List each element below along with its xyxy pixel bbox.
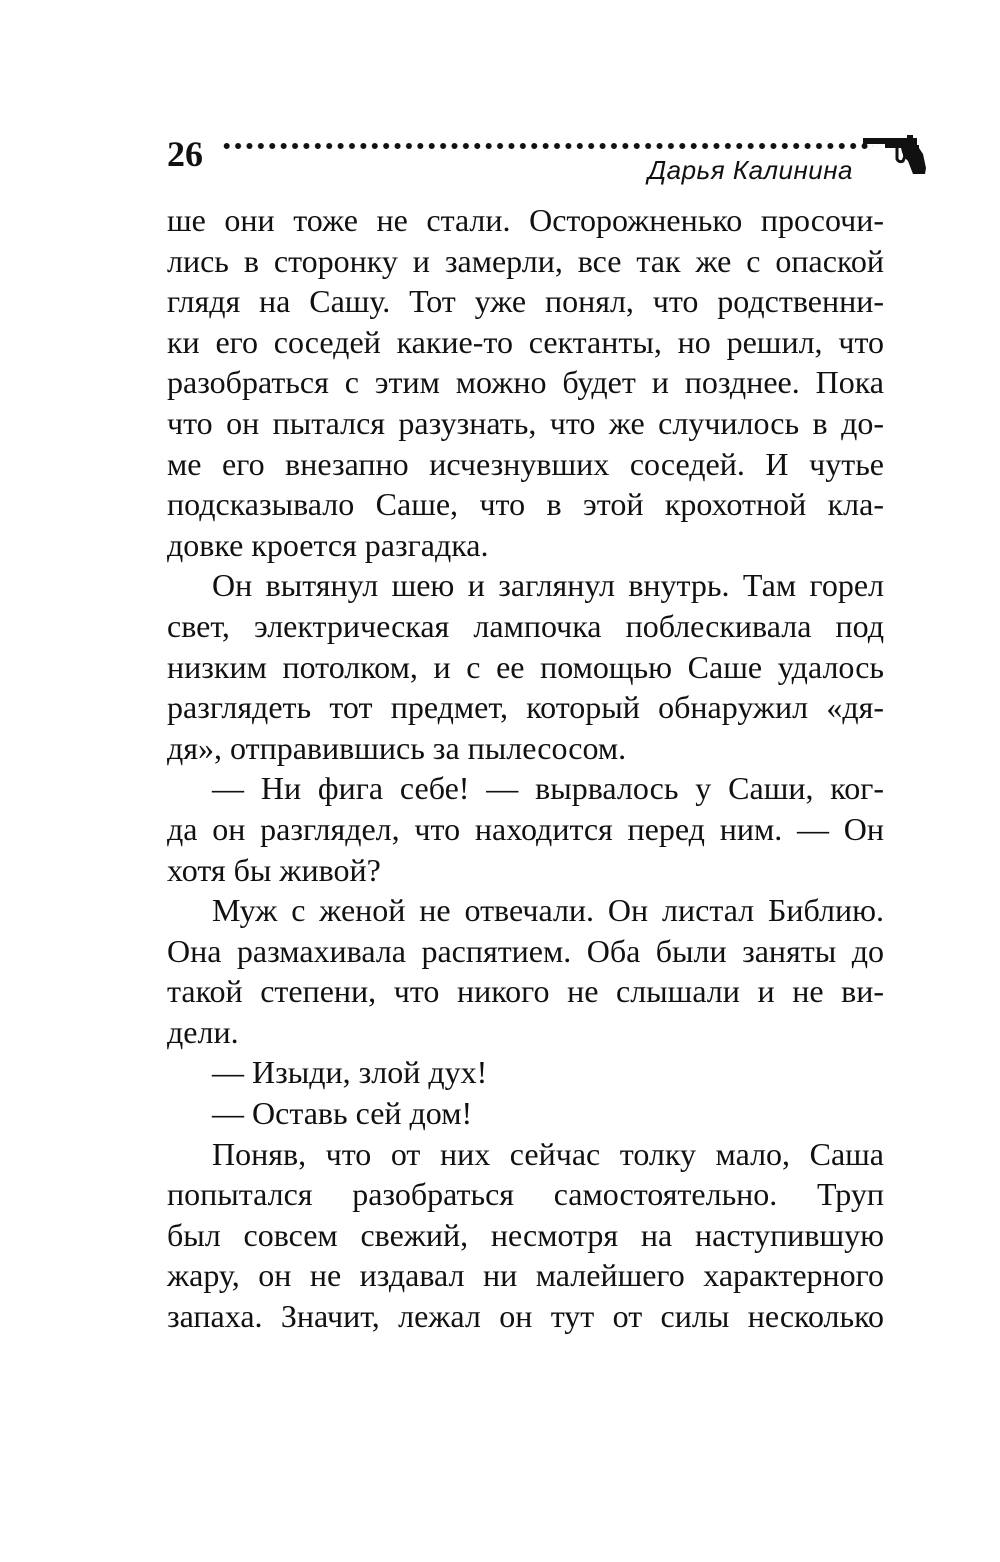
text-line: запаха. Значит, лежал он тут от силы несколько [167,1298,884,1335]
text-line: — Оставь сей дом! [212,1095,473,1132]
text-line: довке кроется разгадка. [167,526,489,563]
text-line: низким потолком, и с ее помощью Саше удалось [167,648,884,685]
text-line: Муж с женой не отвечали. Он листал Библию. [212,892,884,929]
text-line: дя», отправившись за пылесосом. [167,729,627,766]
text-line: попытался разобраться самостоятельно. Труп [167,1176,884,1213]
text-line: — Ни фига себе! — вырвалось у Саши, ког- [212,770,884,807]
text-line: Он вытянул шею и заглянул внутрь. Там горел [212,567,884,604]
text-line: разобраться с этим можно будет и позднее. Пока [167,364,884,401]
text-line: да он разглядел, что находится перед ним. — Он [167,810,884,847]
text-line: что он пытался разузнать, что же случилось в до- [167,404,884,441]
text-line: Она размахивала распятием. Оба были заняты до [167,932,884,969]
text-line: подсказывало Саше, что в этой крохотной кла- [167,486,884,523]
page-number: 26 [167,134,203,174]
text-line: лись в сторонку и замерли, все так же с опаской [167,242,884,279]
text-line: хотя бы живой? [167,851,381,888]
text-line: — Изыди, злой дух! [212,1054,488,1091]
text-line: глядя на Сашу. Тот уже понял, что родственни- [167,283,884,320]
text-line: Поняв, что от них сейчас толку мало, Саша [212,1135,884,1172]
text-line: свет, электрическая лампочка поблескивала под [167,607,884,644]
text-line: разглядеть тот предмет, который обнаружил «дя- [167,689,884,726]
text-line: жару, он не издавал ни малейшего характерного [167,1257,884,1294]
text-line: ме его внезапно исчезнувших соседей. И чутье [167,445,884,482]
body-text [167,200,884,1337]
text-line: был совсем свежий, несмотря на наступившую [167,1216,884,1253]
text-line: ки его соседей какие-то сектанты, но решил, что [167,323,884,360]
text-line: такой степени, что никого не слышали и не ви- [167,973,884,1010]
author-name: Дарья Калинина [647,155,853,185]
running-header [167,128,929,198]
text-line: ше они тоже не стали. Осторожненько просочи- [167,202,884,238]
pistol-icon [861,132,927,176]
text-line: дели. [167,1013,239,1050]
dotted-rule [221,142,873,150]
